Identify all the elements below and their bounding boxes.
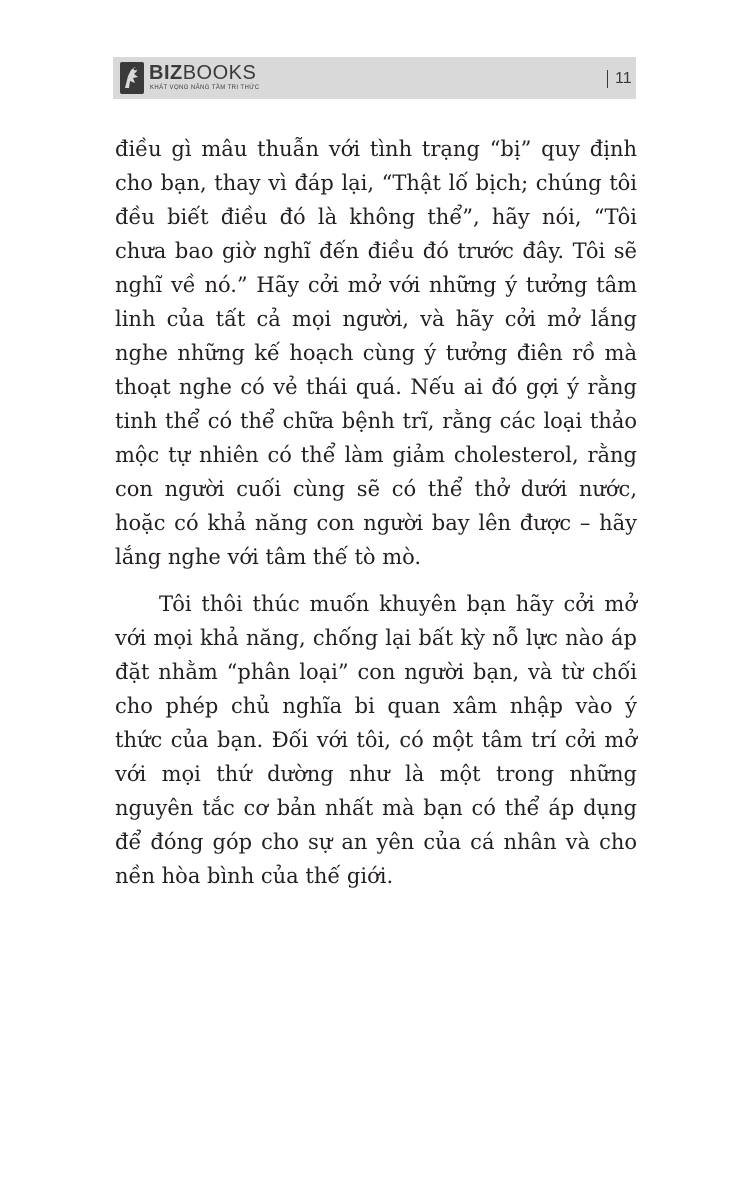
paragraph: Tôi thôi thúc muốn khuyên bạn hãy cởi mở với mọi khả năng, chống lại bất kỳ nỗ lực nào áp đặt nhằm “phân loại” con người bạn, và từ chối cho phép chủ nghĩa bi quan xâm nhập vào ý thức của bạn. Đối với tôi, có một tâm trí cởi mở với mọi thứ dường như là một trong những nguyên tắc cơ bản nhất mà bạn có thể áp dụng để đóng góp cho sự an yên của cá nhân và cho nền hòa bình của thế giới. — [115, 592, 637, 888]
bizbooks-logo-icon — [120, 62, 144, 94]
page-header — [113, 57, 636, 99]
page-number-divider — [607, 70, 608, 88]
page-number: 11 — [615, 70, 632, 87]
brand-tagline: KHÁT VỌNG NÂNG TẦM TRI THỨC — [150, 85, 260, 91]
paragraph: điều gì mâu thuẫn với tình trạng “bị” quy định cho bạn, thay vì đáp lại, “Thật lố bịch; chúng tôi đều biết điều đó là không thể”, hãy nói, “Tôi chưa bao giờ nghĩ đến điều đó trước đây. Tôi sẽ nghĩ về nó.” Hãy cởi mở với những ý tưởng tâm linh của tất cả mọi người, và hãy cởi mở lắng nghe những kế hoạch cùng ý tưởng điên rồ mà thoạt nghe có vẻ thái quá. Nếu ai đó gợi ý rằng tinh thể có thể chữa bệnh trĩ, rằng các loại thảo mộc tự nhiên có thể làm giảm cholesterol, rằng con người cuối cùng sẽ có thể thở dưới nước, hoặc có khả năng con người bay lên được – hãy lắng nghe với tâm thế tò mò. — [115, 137, 637, 569]
brand-name: BIZBOOKS — [149, 62, 257, 84]
page-body — [115, 132, 637, 893]
